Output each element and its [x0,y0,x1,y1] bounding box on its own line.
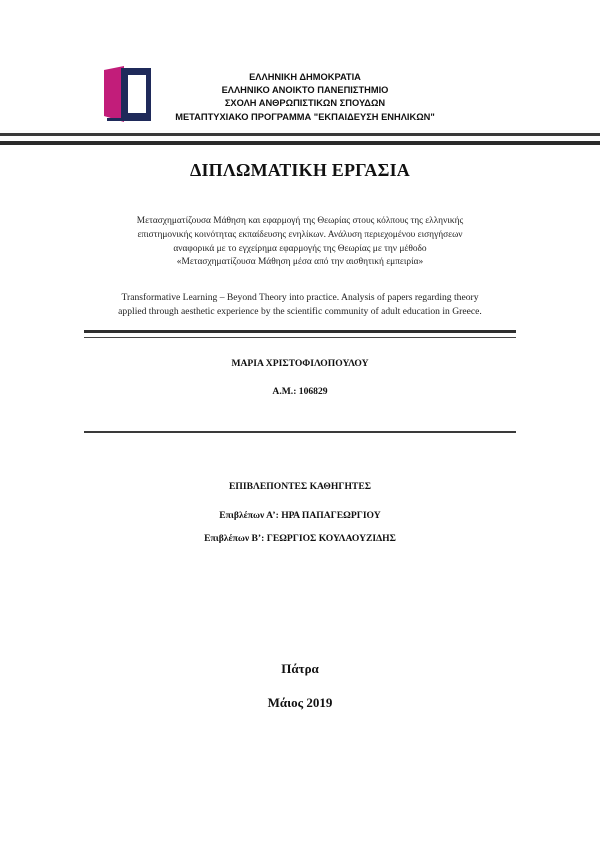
supervisor-b: Επιβλέπων Β’: ΓΕΩΡΓΙΟΣ ΚΟΥΛΑΟΥΖΙΔΗΣ [204,533,396,544]
greek-subtitle-line: αναφορικά με το εγχείρημα εφαρμογής της Θεωρίας με την μέθοδο [173,243,427,254]
greek-subtitle-line: Μετασχηματίζουσα Μάθηση και εφαρμογή της Θεωρίας στους κόλπους της ελληνικής [136,216,464,226]
thesis-title: ΔΙΠΛΩΜΑΤΙΚΗ ΕΡΓΑΣΙΑ [189,160,410,180]
date: Μάιος 2019 [267,695,333,710]
author-name: ΜΑΡΙΑ ΧΡΙΣΤΟΦΙΛΟΠΟΥΛΟΥ [231,358,369,369]
supervisors-heading: ΕΠΙΒΛΕΠΟΝΤΕΣ ΚΑΘΗΓΗΤΕΣ [229,481,371,492]
supervisor-a: Επιβλέπων Α’: ΗΡΑ ΠΑΠΑΓΕΩΡΓΙΟΥ [219,510,381,521]
header-program: ΜΕΤΑΠΤΥΧΙΑΚΟ ΠΡΟΓΡΑΜΜΑ "ΕΚΠΑΙΔΕΥΣΗ ΕΝΗΛΙΚΩΝ" [175,111,435,122]
header-university: ΕΛΛΗΝΙΚΟ ΑΝΟΙΚΤΟ ΠΑΝΕΠΙΣΤΗΜΙΟ [221,85,389,96]
city: Πάτρα [281,661,319,676]
header-divider-thick [0,141,600,145]
english-subtitle-line: applied through aesthetic experience by the scientific community of adult education in Greece. [118,305,482,317]
author-divider [84,431,516,433]
institution-header [150,71,460,124]
english-subtitle [76,291,524,319]
section-divider-thin [84,337,516,338]
greek-subtitle-line: επιστημονικής κοινότητας εκπαίδευσης ενηλίκων. Ανάλυση περιεχομένου εισηγήσεων [137,229,463,240]
header-divider-thin [0,133,600,136]
header-country: ΕΛΛΗΝΙΚΗ ΔΗΜΟΚΡΑΤΙΑ [249,72,361,82]
university-logo-icon [104,66,154,122]
greek-subtitle [80,215,520,270]
header-school: ΣΧΟΛΗ ΑΝΘΡΩΠΙΣΤΙΚΩΝ ΣΠΟΥΔΩΝ [224,98,386,109]
section-divider-thick [84,330,516,333]
greek-subtitle-line: «Μετασχηματίζουσα Μάθηση μέσα από την αισθητική εμπειρία» [176,257,424,268]
registration-number: Α.Μ.: 106829 [272,386,328,397]
english-subtitle-line: Transformative Learning – Beyond Theory into practice. Analysis of papers regarding theory [121,292,479,303]
